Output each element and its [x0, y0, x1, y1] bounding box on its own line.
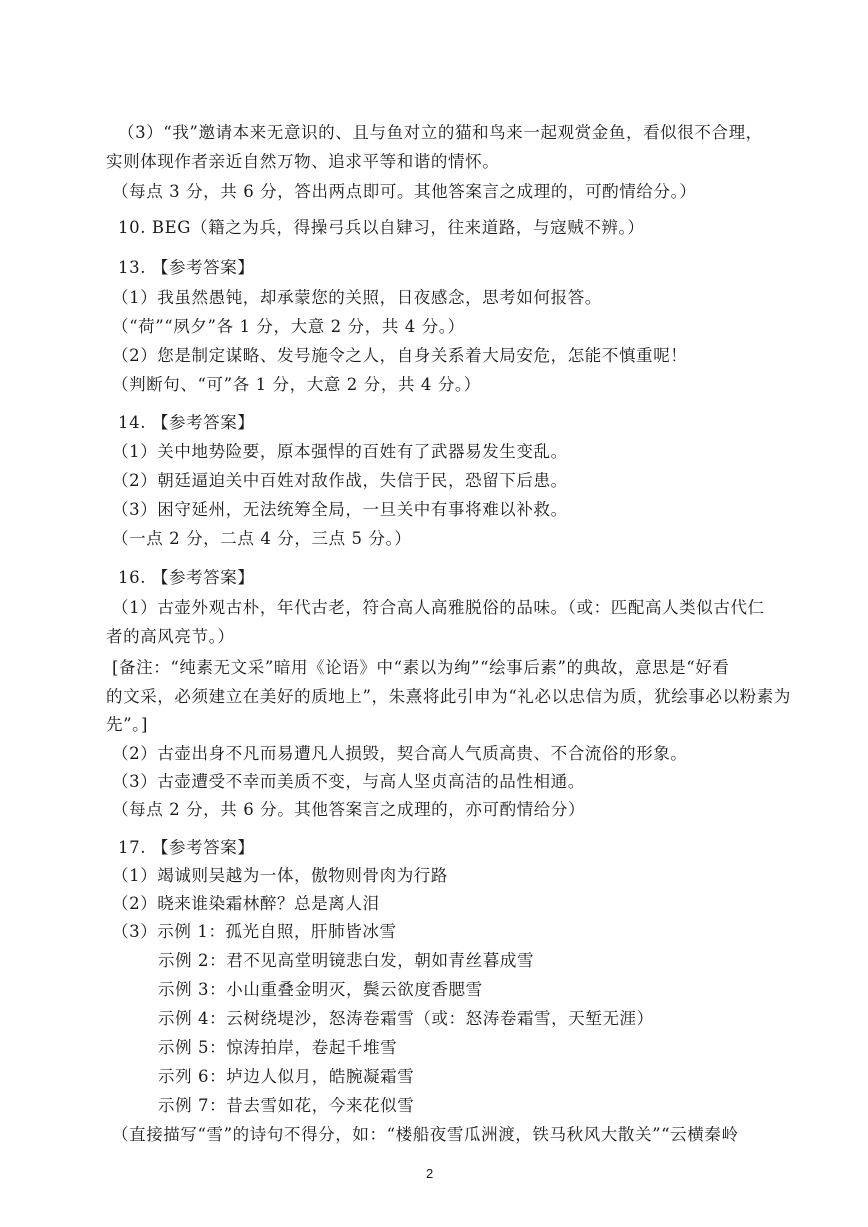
answer-line: （2）您是制定谋略、发号施令之人，自身关系着大局安危，怎能不慎重呢！	[112, 346, 688, 365]
scoring-note: （直接描写“雪”的诗句不得分，如：“楼船夜雪瓜洲渡，铁马秋风大散关”“云横秦岭	[112, 1125, 739, 1144]
question-heading: 17. 【参考答案】	[118, 838, 255, 857]
answer-line: （3）困守延州，无法统筹全局，一旦关中有事将难以补救。	[112, 500, 568, 519]
scoring-note: （一点 2 分，二点 4 分，三点 5 分。）	[112, 529, 412, 548]
scoring-note: （每点 3 分，共 6 分，答出两点即可。其他答案言之成理的，可酌情给分。）	[112, 182, 697, 201]
scoring-note: （判断句、“可”各 1 分，大意 2 分，共 4 分。）	[112, 375, 481, 394]
answer-line: （1）我虽然愚钝，却承蒙您的关照，日夜感念，思考如何报答。	[112, 288, 602, 307]
answer-line: 者的高风亮节。）	[106, 627, 235, 646]
example-line: 示列 6：垆边人似月，皓腕凝霜雪	[158, 1067, 415, 1086]
answer-line: （1）竭诚则吴越为一体，傲物则骨肉为行路	[112, 866, 448, 885]
page-number: 2	[426, 1166, 434, 1181]
example-line: 示例 5：惊涛拍岸，卷起千堆雪	[158, 1038, 398, 1057]
answer-line: 实则体现作者亲近自然万物、追求平等和谐的情怀。	[106, 152, 500, 171]
answer-line: （1）古壶外观古朴，年代古老，符合高人高雅脱俗的品味。（或：匹配高人类似古代仁	[112, 598, 765, 617]
answer-line: （2）朝廷逼迫关中百姓对敌作战，失信于民，恐留下后患。	[112, 471, 568, 490]
answer-line: （3）古壶遭受不幸而美质不变，与高人坚贞高洁的品性相通。	[112, 772, 585, 791]
example-line: 示例 7：昔去雪如花，今来花似雪	[158, 1096, 415, 1115]
answer-line: （2）晓来谁染霜林醉？总是离人泪	[112, 894, 380, 913]
answer-line: （3）示例 1：孤光自照，肝肺皆冰雪	[112, 922, 397, 941]
question-heading: 14. 【参考答案】	[118, 413, 255, 432]
answer-line: （3）“我”邀请本来无意识的、且与鱼对立的猫和鸟来一起观赏金鱼，看似很不合理，	[118, 123, 763, 142]
remark-line: 先”。]	[106, 715, 149, 734]
scoring-note: （每点 2 分，共 6 分。其他答案言之成理的，亦可酌情给分）	[112, 800, 586, 819]
example-line: 示例 4：云树绕堤沙，怒涛卷霜雪（或：怒涛卷霜雪，天堑无涯）	[158, 1009, 654, 1028]
remark-line: [备注：“纯素无文采”暗用《论语》中“素以为绚”“绘事后素”的典故，意思是“好看	[112, 658, 730, 677]
answer-line: （1）关中地势险要，原本强悍的百姓有了武器易发生变乱。	[112, 442, 568, 461]
remark-line: 的文采，必须建立在美好的质地上”，朱熹将此引申为“礼必以忠信为质，犹绘事必以粉素为	[106, 687, 791, 706]
scoring-note: （“荷”“夙夕”各 1 分，大意 2 分，共 4 分。）	[112, 317, 465, 336]
example-line: 示例 2：君不见高堂明镜悲白发，朝如青丝暮成雪	[158, 951, 535, 970]
question-heading: 16. 【参考答案】	[118, 568, 255, 587]
example-line: 示例 3：小山重叠金明灭，鬓云欲度香腮雪	[158, 980, 483, 999]
answer-line: （2）古壶出身不凡而易遭凡人损毁，契合高人气质高贵、不合流俗的形象。	[112, 744, 688, 763]
answer-line: 10. BEG（籍之为兵，得操弓兵以自肄习，往来道路，与寇贼不辨。）	[118, 218, 645, 237]
question-heading: 13. 【参考答案】	[118, 258, 255, 277]
